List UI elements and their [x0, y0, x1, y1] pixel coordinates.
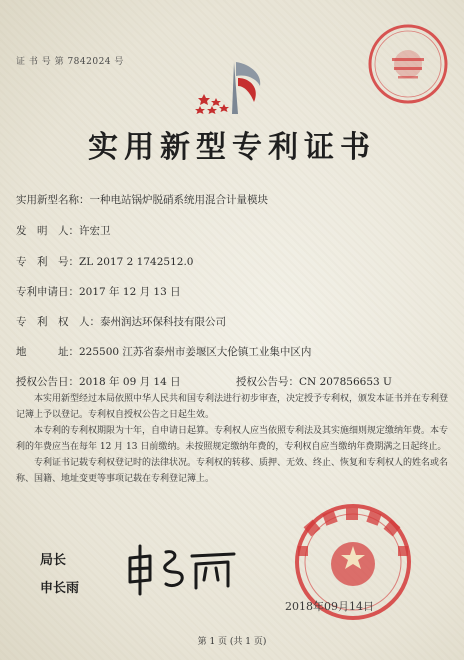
field-address — [16, 344, 311, 359]
body-paragraph: 专利证书记载专利权登记时的法律状况。专利权的转移、质押、无效、终止、恢复和专利权人的姓名或名称、国籍、地址变更等事项记载在专利登记簿上。 — [16, 458, 449, 484]
field-value: CN 207856653 U — [299, 376, 392, 388]
field-value: 2018 年 09 月 14 日 — [79, 376, 181, 388]
field-label: 地 址： — [16, 346, 79, 358]
field-patentee — [16, 314, 226, 329]
field-label: 发 明 人： — [16, 225, 79, 237]
field-label: 实用新型名称： — [16, 194, 90, 206]
field-inventor — [16, 223, 111, 238]
grant-date — [16, 374, 181, 389]
field-label: 专 利 号： — [16, 256, 79, 268]
field-value: 泰州润达环保科技有限公司 — [100, 316, 226, 328]
cnipa-logo-icon — [192, 60, 274, 116]
field-label: 授权公告号： — [236, 376, 299, 388]
certificate-body — [16, 392, 448, 488]
director-name: 申长雨 — [40, 581, 80, 596]
body-paragraph: 本专利的专利权期限为十年，自申请日起算。专利权人应当依照专利法及其实施细则规定缴纳年费。本专利的年费应当在每年 12 月 13 日前缴纳。未按照规定缴纳年费的，专利权自应当缴纳年费期满之日起终止。 — [16, 426, 449, 452]
field-value: 2017 年 12 月 13 日 — [79, 286, 181, 298]
body-paragraph: 本实用新型经过本局依照中华人民共和国专利法进行初步审查，决定授予专利权，颁发本证书并在专利登记簿上予以登记。专利权自授权公告之日起生效。 — [16, 394, 449, 420]
field-utility-model-name — [16, 192, 268, 207]
grant-publication-number — [236, 374, 392, 389]
director-title: 局长 — [40, 553, 67, 568]
page-footer: 第 1 页 (共 1 页) — [197, 637, 267, 647]
field-application-date — [16, 284, 181, 299]
director-block — [40, 547, 79, 603]
seal-date: 2018年09月14日 — [285, 600, 374, 613]
field-label: 授权公告日： — [16, 376, 79, 388]
field-label: 专 利 权 人： — [16, 316, 100, 328]
handwritten-signature-icon — [122, 540, 242, 596]
field-value: ZL 2017 2 1742512.0 — [79, 256, 194, 268]
field-patent-number — [16, 254, 193, 269]
field-value: 许宏卫 — [79, 225, 111, 237]
stamp-seal-icon — [366, 22, 450, 106]
certificate-title: 实用新型专利证书 — [88, 130, 376, 165]
field-value: 225500 江苏省泰州市姜堰区大伦镇工业集中区内 — [79, 346, 312, 358]
field-label: 专利申请日： — [16, 286, 79, 298]
certificate-number: 证 书 号 第 7842024 号 — [16, 57, 124, 67]
field-value: 一种电站锅炉脱硝系统用混合计量模块 — [89, 194, 268, 206]
